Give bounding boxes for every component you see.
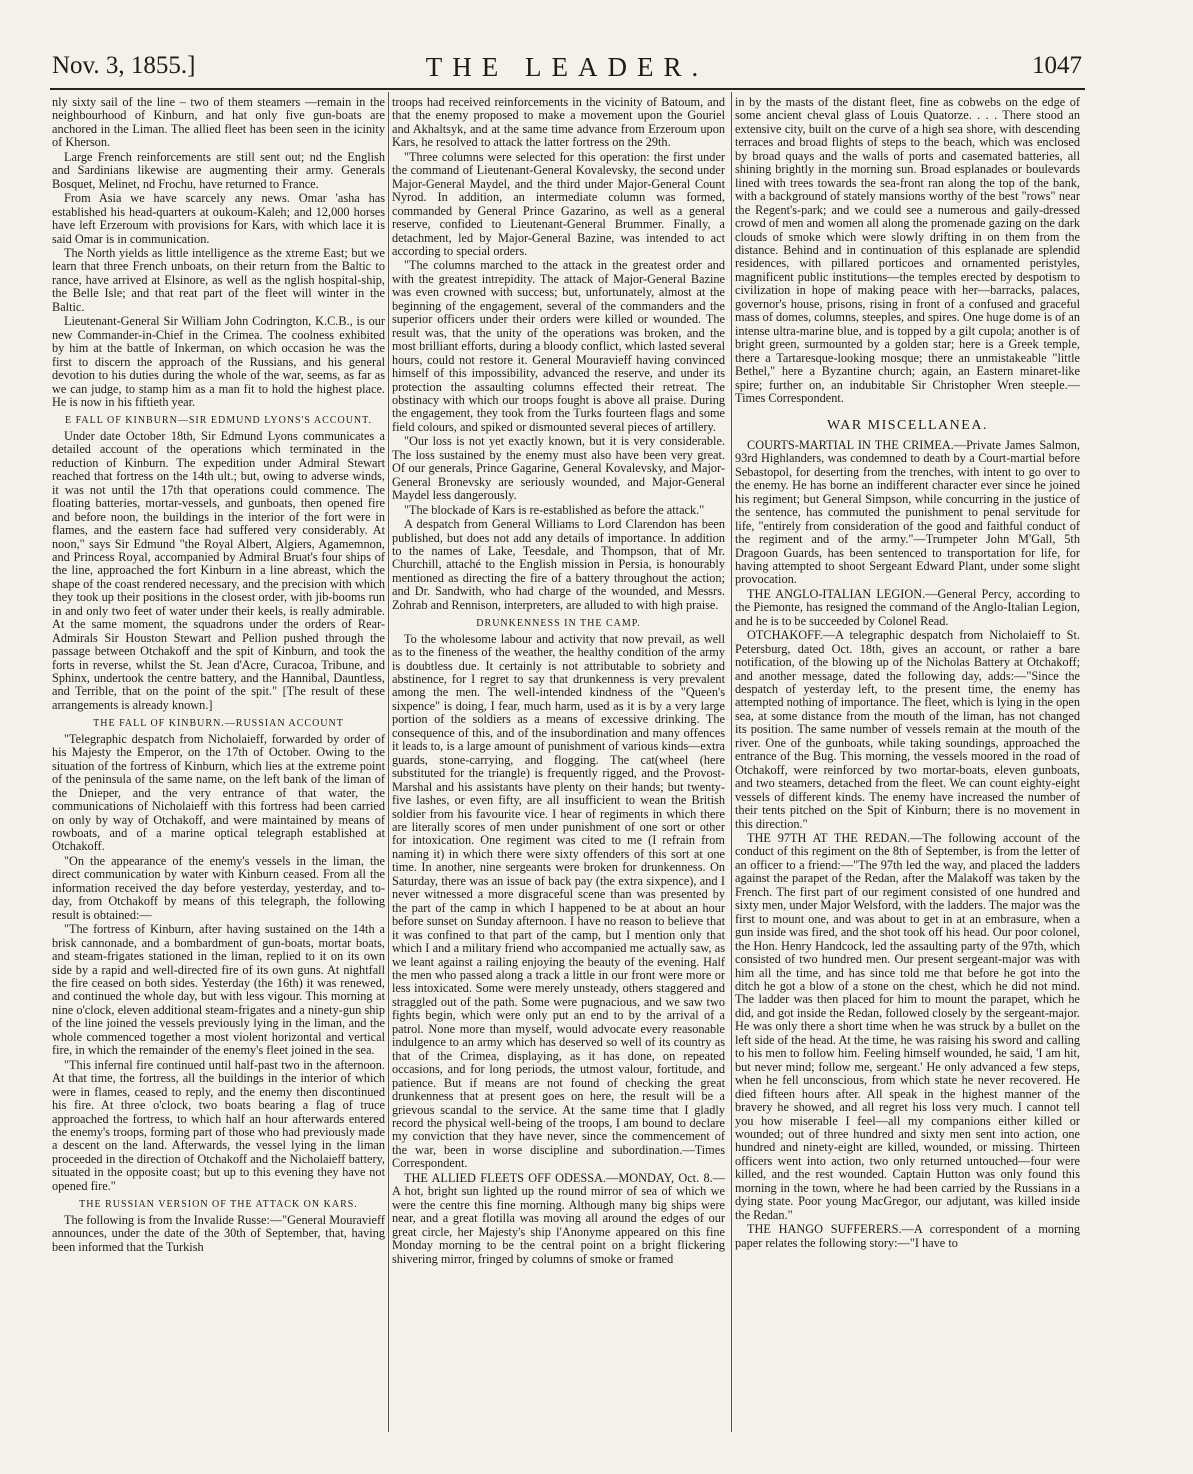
column-divider	[388, 92, 389, 1432]
paragraph: "On the appearance of the enemy's vessels in the liman, the direct communication by water with Kinburn ceased. From all the information received the day before yesterday, yesterday, and to-day, from Otchakoff by means of this telegraph, the following result is obtained:—	[52, 853, 385, 922]
paragraph: Large French reinforcements are still sent out; nd the English and Sardinians likewise are augmenting their army. Generals Bosquet, Melinet, nd Frochu, have returned to France.	[52, 149, 385, 191]
paragraph: troops had received reinforcements in the vicinity of Batoum, and that the enemy proposed to make a movement upon the Gouriel and Akhaltsyk, and at the same time advance from Erzeroum upon Kars, he resolved to attack the latter fortress on the 29th.	[392, 96, 725, 150]
paragraph: Lieutenant-General Sir William John Codrington, K.C.B., is our new Commander-in-Chief in the Crimea. The coolness exhibited by him at the battle of Inkerman, on which occasion he was the first to discern the approach of the Russians, and his general devotion to his duties during the whole of the war, seems, as far as we can judge, to stamp him as a man fit to hold the highest place. He is now in his fiftieth year.	[52, 314, 385, 409]
paragraph: Under date October 18th, Sir Edmund Lyons communicates a detailed account of the operations which terminated in the reduction of Kinburn. The expedition under Admiral Stewart reached that fortress on the 14th ult.; but, owing to adverse winds, it was not until the 17th that operations could commence. The floating batteries, mortar-vessels, and gunboats, then opened fire and before noon, the buildings in the interior of the fort were in flames, and the eastern face had suffered very considerably. At noon," says Sir Edmund "the Royal Albert, Algiers, Agamemnon, and Princess Royal, accompanied by Admiral Bruat's four ships of the line, approached the fort Kinburn in a line abreast, which the shape of the coast rendered necessary, and the precision with which they took up their positions in the closest order, with jib-booms run in and only two feet of water under their keels, is really admirable. At the same moment, the squadrons under the orders of Rear-Admirals Sir Houston Stewart and Pellion pushed through the passage between Otchakoff and the spit of Kinburn, and took the forts in reverse, whilst the St. Jean d'Acre, Curacoa, Tribune, and Sphinx, undertook the centre battery, and the Hannibal, Dauntless, and Terrible, that on the point of the spit." [The result of these arrangements is already known.]	[52, 428, 385, 712]
paragraph: nly sixty sail of the line – two of them steamers —remain in the neighbourhood of Kinburn, and hat only five gun-boats are anchored in the Liman. The allied fleet has been seen in the icinity of Kherson.	[52, 96, 385, 150]
paragraph: "Telegraphic despatch from Nicholaieff, forwarded by order of his Majesty the Emperor, on the 17th of October. Owing to the situation of the fortress of Kinburn, which lies at the extreme point of the peninsula of the same name, on the left bank of the liman of the Dnieper, and the very entrance of that water, the communications of Nicholaieff with this fortress had been carried on only by way of Otchakoff, and were maintained by means of rowboats, and of a marine optical telegraph established at Otchakoff.	[52, 731, 385, 854]
masthead	[52, 52, 1082, 86]
header-rule	[50, 88, 1085, 90]
paragraph: From Asia we have scarcely any news. Omar 'asha has established his head-quarters at oukoum-Kaleh; and 12,000 horses have left Erzeroum with provisions for Kars, with which lace it is said Omar is in communication.	[52, 191, 385, 246]
paragraph: THE ANGLO-ITALIAN LEGION.—General Percy, according to the Piemonte, has resigned the command of the Anglo-Italian Legion, and he is to be succeeded by Colonel Read.	[735, 586, 1080, 628]
paragraph: The North yields as little intelligence as the xtreme East; but we learn that three French unboats, on their return from the Baltic to rance, have arrived at Elsinore, as well as the nglish hospital-ship, the Belle Isle; and that reat part of the fleet will winter in the Baltic.	[52, 245, 385, 314]
column-1	[52, 96, 385, 1426]
paragraph: "The columns marched to the attack in the greatest order and with the greatest intrepidity. The attack of Major-General Bazine was even crowned with success; but, unfortunately, almost at the beginning of the engagement, several of the commanders and the superior officers under their orders were killed or wounded. The result was, that the unity of the operations was broken, and the most brilliant efforts, during a bloody conflict, which lasted several hours, could not restore it. General Mouravieff having convinced himself of this impossibility, advanced the reserve, and under its protection the assaulting columns effected their retreat. The obstinacy with which our troops fought is above all praise. During the engagement, they took from the Turks fourteen flags and some field colours, and spiked or dismounted several pieces of artillery.	[392, 258, 725, 434]
section-heading: WAR MISCELLANEA.	[827, 418, 988, 434]
paragraph: A despatch from General Williams to Lord Clarendon has been published, but does not add any details of importance. In addition to the names of Lake, Teesdale, and Thompson, that of Mr. Churchill, attaché to the English mission in Persia, is honourably mentioned as directing the fire of a battery throughout the action; and Dr. Sandwith, who had charge of the wounded, and Messrs. Zohrab and Rennison, interpreters, are alluded to with high praise.	[392, 517, 725, 612]
paragraph: "Our loss is not yet exactly known, but it is very considerable. The loss sustained by the enemy must also have been very great. Of our generals, Prince Gagarine, General Kovalevsky, and Major-General Bronevsky are seriously wounded, and Major-General Maydel less dangerously.	[392, 434, 725, 503]
section-heading: E FALL OF KINBURN—SIR EDMUND LYONS'S ACCOUNT.	[64, 415, 373, 427]
section-heading: THE FALL OF KINBURN.—RUSSIAN ACCOUNT	[93, 718, 344, 730]
newspaper-title: THE LEADER.	[425, 52, 709, 82]
paragraph: in by the masts of the distant fleet, fine as cobwebs on the edge of some ancient cheval glass of Louis Quatorze. . . . There stood an extensive city, built on the curve of a high sea shore, with descending terraces and broad flights of steps to the beach, which was enclosed by broad quays and the walls of ports and casemated batteries, all shining brightly in the morning sun. Broad esplanades or boulevards lined with trees towards the sea-front ran along the top of the bank, with a background of stately mansions worthy of the best "rows" near the Regent's-park; and we could see a numerous and gaily-dressed crowd of men and women all along the promenade gazing on the dark clouds of smoke which were slowly drifting in on them from the distance. Behind and in continuation of this esplanade are splendid residences, with pillared porticoes and ornamented peristyles, magnificent public institutions—the temples erected by despotism to civilization in hope of making peace with her—barracks, palaces, governor's house, prisons, rising in front of a confused and graceful mass of domes, columns, steeples, and spires. One huge dome is of an intense ultra-marine blue, and is topped by a gilt cupola; another is of bright green, surmounted by a golden star; here is a Greek temple, there a Tartaresque-looking mosque; there an unmistakeable "little Bethel," here a Byzantine church; again, an Eastern minaret-like spire; further on, an indubitable Sir Christopher Wren steeple.—Times Correspondent.	[735, 96, 1080, 405]
paragraph: OTCHAKOFF.—A telegraphic despatch from Nicholaieff to St. Petersburg, dated Oct. 18th, gives an account, or rather a bare notification, of the blowing up of the Nicholas Battery at Otchakoff; and another message, dated the following day, adds:—"Since the despatch of yesterday left, to the present time, the enemy has attempted nothing of importance. The fleet, which is lying in the open sea, at some distance from the mouth of the liman, has not changed its position. The same number of vessels remain at the mouth of the river. One of the gunboats, while taking soundings, approached the entrance of the Bug. This morning, the vessels moored in the road of Otchakoff, were reinforced by two mortar-boats, eleven gunboats, and two steamers, detached from the fleet. We can count eighty-eight vessels of different kinds. The enemy have increased the number of their tents pitched on the Spit of Kinburn; there is no movement in this direction."	[735, 628, 1080, 831]
column-divider	[731, 92, 732, 1432]
column-2	[392, 96, 725, 1426]
section-heading: THE RUSSIAN VERSION OF THE ATTACK ON KARS.	[79, 1199, 358, 1211]
paragraph: "Three columns were selected for this operation: the first under the command of Lieutenant-General Kovalevsky, the second under Major-General Maydel, and the third under Major-General Count Nyrod. In addition, an intermediate column was formed, commanded by General Prince Gazarino, as well as a general reserve, confided to Lieutenant-General Brummer. Finally, a detachment, led by Major-General Bazine, was intended to act according to special orders.	[392, 149, 725, 258]
paragraph: "The fortress of Kinburn, after having sustained on the 14th a brisk cannonade, and a bombardment of gun-boats, mortar boats, and steam-frigates stationed in the liman, replied to it on its own side by a rapid and well-directed fire of its own guns. At nightfall the fire ceased on both sides. Yesterday (the 16th) it was renewed, and continued the whole day, but with less vigour. This morning at nine o'clock, eleven additional steam-frigates and a ninety-gun ship of the line joined the vessels previously lying in the liman, and the whole commenced together a most violent horizontal and vertical fire, in which the remainder of the enemy's fleet joined in the sea.	[52, 922, 385, 1058]
paragraph: THE 97TH AT THE REDAN.—The following account of the conduct of this regiment on the 8th of September, is from the letter of an officer to a friend:—"The 97th led the way, and placed the ladders against the parapet of the Redan, after the Malakoff was taken by the French. The first part of our regiment consisted of one hundred and sixty men, under Major Welsford, with the ladders. The major was the first to mount one, and was about to get in at an embrasure, when a gun inside was fired, and the shot took off his head. Our poor colonel, the Hon. Henry Handcock, led the assaulting party of the 97th, which consisted of two hundred men. Our present sergeant-major was with him all the time, and has since told me that before he got into the ditch he got a blow of a stone on the chest, which he did not mind. The ladder was then placed for him to mount the parapet, which he did, and got inside the Redan, followed closely by the sergeant-major. He was only there a short time when he was struck by a bullet on the left side of the head. At the time, he was raising his sword and calling to his men to follow him. Feeling himself wounded, he said, 'I am hit, but never mind; follow me, sergeant.' He only advanced a few steps, when he fell unconscious, from which state he never recovered. He died fifteen hours after. All speak in the highest manner of the bravery he showed, and all regret his loss very much. I cannot tell you how miserable I feel—all my companions either killed or wounded; out of three hundred and sixty men sent into action, one hundred and ninety-eight are killed, wounded, or missing. Thirteen officers went into action, two only returned untouched—four were killed, and the rest wounded. Captain Hutton was only found this morning in the town, where he had been carried by the Russians in a dying state. Poor young MacGregor, our adjutant, was killed inside the Redan."	[735, 831, 1080, 1222]
paragraph: COURTS-MARTIAL IN THE CRIMEA.—Private James Salmon, 93rd Highlanders, was condemned to death by a Court-martial before Sebastopol, for deserting from the trenches, with intent to go over to the enemy. He has borne an indifferent character ever since he joined his regiment; but General Simpson, while concurring in the justice of the sentence, has commuted the punishment to penal servitude for life, "entirely from consideration of the good and faithful conduct of the regiment and of the army."—Trumpeter John M'Gall, 5th Dragoon Guards, has been sentenced to transportation for life, for having attempted to shoot Sergeant Edward Plant, under some slight provocation.	[735, 437, 1080, 587]
paragraph: "This infernal fire continued until half-past two in the afternoon. At that time, the fortress, all the buildings in the interior of which were in flames, ceased to reply, and the enemy then discontinued his fire. At three o'clock, two boats bearing a flag of truce approached the fortress, to which half an hour afterwards entered the enemy's troops, forming part of those who had previously made a descent on the land. Afterwards, the vessel lying in the liman proceeded in the direction of Otchakoff and the Nicholaieff battery, situated in the opposite coast; but up to this evening they have not opened fire."	[52, 1057, 385, 1193]
paragraph: THE ALLIED FLEETS OFF ODESSA.—MONDAY, Oct. 8.—A hot, bright sun lighted up the round mirror of sea of which we were the centre this fine morning. Although many big ships were near, and a great flotilla was moving all around the edges of our great circle, her Majesty's ship l'Anonyme appeared on this fine Monday morning to be the central point on a bright flickering shivering mirror, fringed by columns of smoke or framed	[392, 1170, 725, 1266]
paragraph: The following is from the Invalide Russe:—"General Mouravieff announces, under the date of the 30th of September, that, having been informed that the Turkish	[52, 1212, 385, 1254]
paragraph: "The blockade of Kars is re-established as before the attack."	[404, 502, 705, 517]
column-3	[735, 96, 1080, 1426]
section-heading: DRUNKENNESS IN THE CAMP.	[476, 618, 641, 630]
paragraph: To the wholesome labour and activity that now prevail, as well as to the fineness of the weather, the healthy condition of the army is doubtless due. It certainly is not attributable to sobriety and abstinence, for I regret to say that drunkenness is very prevalent among the men. The well-intended kindness of the "Queen's sixpence" is doing, I fear, much harm, used as it is by a very large portion of the soldiers as a means of excessive drinking. The consequence of this, and of the insubordination and many offences it leads to, is a large amount of punishment of various kinds—extra guards, stone-carrying, and flogging. The cat(wheel (here substituted for the triangle) is frequently rigged, and the Provost-Marshal and his assistants have plenty on their hands; but twenty-five lashes, or even fifty, are all insufficient to wean the British soldier from his favourite vice. I hear of regiments in which there are literally scores of men under punishment of one sort or other for intoxication. One regiment was cited to me (I refrain from naming it) in which there were sixty offenders of this sort at one time. In another, nine sergeants were broken for drunkenness. On Saturday, there was an issue of back pay (the extra sixpence), and I never witnessed a more disgraceful scene than was presented by the part of the camp in which I happened to be at about an hour before sunset on Sunday afternoon. I have no reason to believe that it was confined to that part of the camp, but I mention only that which I and a military friend who accompanied me actually saw, as we leant against a railing enjoying the beauty of the evening. Half the men who passed along a track a little in our front were more or less intoxicated. Some were merely unsteady, others staggered and straggled out of the path. Some were pugnacious, and we saw two fights begin, which were only put an end to by the arrival of a patrol. None more than myself, would advocate every reasonable indulgence to an army which has deserved so well of its country as that of the Crimea, displaying, as it has done, on repeated occasions, and for long periods, the utmost valour, fortitude, and patience. But if means are not found of checking the great drunkenness that at present goes on here, the result will be a grievous scandal to the service. At the same time that I gladly record the physical well-being of the troops, I am bound to declare my conviction that they have never, since the commencement of the war, been in worse discipline and subordination.—Times Correspondent.	[392, 631, 725, 1171]
paragraph: THE HANGO SUFFERERS.—A correspondent of a morning paper relates the following story:—"I have to	[735, 1222, 1080, 1250]
page-number: 1047	[1032, 52, 1082, 79]
issue-date: Nov. 3, 1855.]	[52, 52, 196, 79]
